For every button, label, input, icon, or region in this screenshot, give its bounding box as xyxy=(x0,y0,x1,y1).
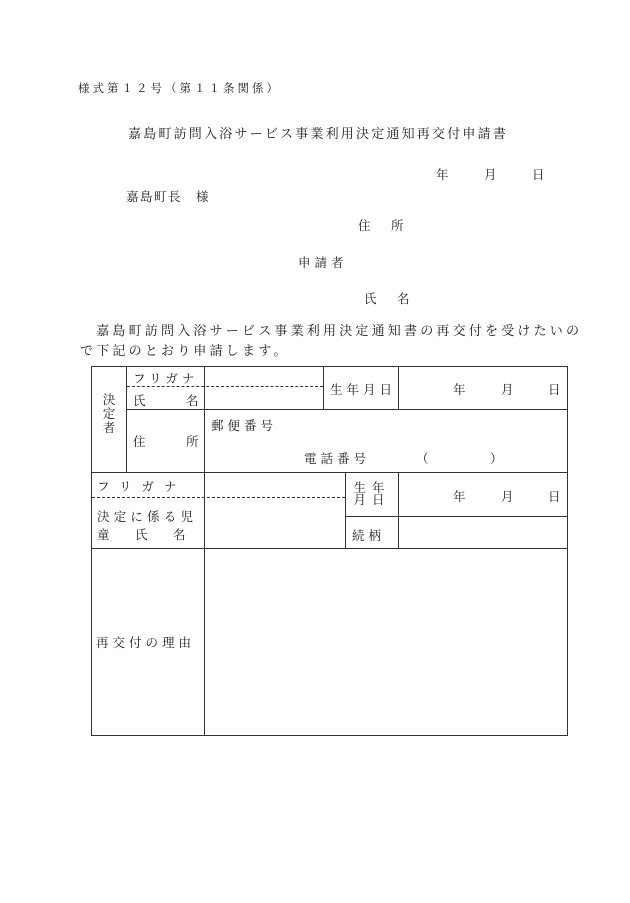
child-name-label-line-2: 童 氏 名 xyxy=(97,527,193,542)
decision-person-group-label: 決 定 者 xyxy=(102,392,116,435)
child-birth-label-line-1: 生年 xyxy=(353,480,391,495)
body-line-2: で下記のとおり申請します。 xyxy=(80,344,290,359)
decision-address-label: 住 所 xyxy=(133,434,213,449)
child-birth-day-label: 日 xyxy=(548,489,561,504)
date-month-label: 月 xyxy=(484,167,497,182)
child-birth-month-label: 月 xyxy=(501,489,514,504)
reissue-reason-label: 再交付の理由 xyxy=(96,635,196,650)
decision-birth-month-label: 月 xyxy=(501,382,514,397)
decision-birth-day-label: 日 xyxy=(548,382,561,397)
child-name-field[interactable] xyxy=(206,499,344,547)
body-line-1: 嘉島町訪問入浴サービス事業利用決定通知書の再交付を受けたいの xyxy=(80,324,583,339)
document-title: 嘉島町訪問入浴サービス事業利用決定通知再交付申請書 xyxy=(128,127,509,142)
date-day-label: 日 xyxy=(532,167,545,182)
applicant-address-label: 住 所 xyxy=(358,218,408,233)
child-furigana-label: フリガナ xyxy=(97,479,187,494)
child-birth-year-label: 年 xyxy=(453,489,466,504)
decision-birth-year-label: 年 xyxy=(453,382,466,397)
decision-furigana-field[interactable] xyxy=(206,367,322,385)
child-birth-label-line-2: 月日 xyxy=(353,492,391,507)
child-relation-field[interactable] xyxy=(400,518,566,547)
child-furigana-field[interactable] xyxy=(206,474,344,496)
reissue-reason-field[interactable] xyxy=(206,550,566,734)
form-number: 様式第１２号（第１１条関係） xyxy=(78,81,281,95)
decision-name-field[interactable] xyxy=(206,388,322,408)
decision-birth-label: 生年月日 xyxy=(330,382,397,397)
decision-phone-parentheses: （ ） xyxy=(416,451,509,466)
decision-postal-label: 郵便番号 xyxy=(211,418,278,433)
decision-name-label: 氏 名 xyxy=(133,393,213,408)
addressee: 嘉島町長 様 xyxy=(126,189,211,204)
child-name-label-line-1: 決定に係る児 xyxy=(97,509,198,524)
child-relation-label: 続柄 xyxy=(352,528,386,543)
applicant-name-label: 氏 名 xyxy=(364,291,414,306)
decision-phone-label: 電話番号 xyxy=(304,451,371,466)
applicant-label: 申請者 xyxy=(298,255,348,270)
decision-furigana-label: フリガナ xyxy=(133,371,199,386)
application-form-table xyxy=(91,366,568,736)
date-year-label: 年 xyxy=(436,167,449,182)
